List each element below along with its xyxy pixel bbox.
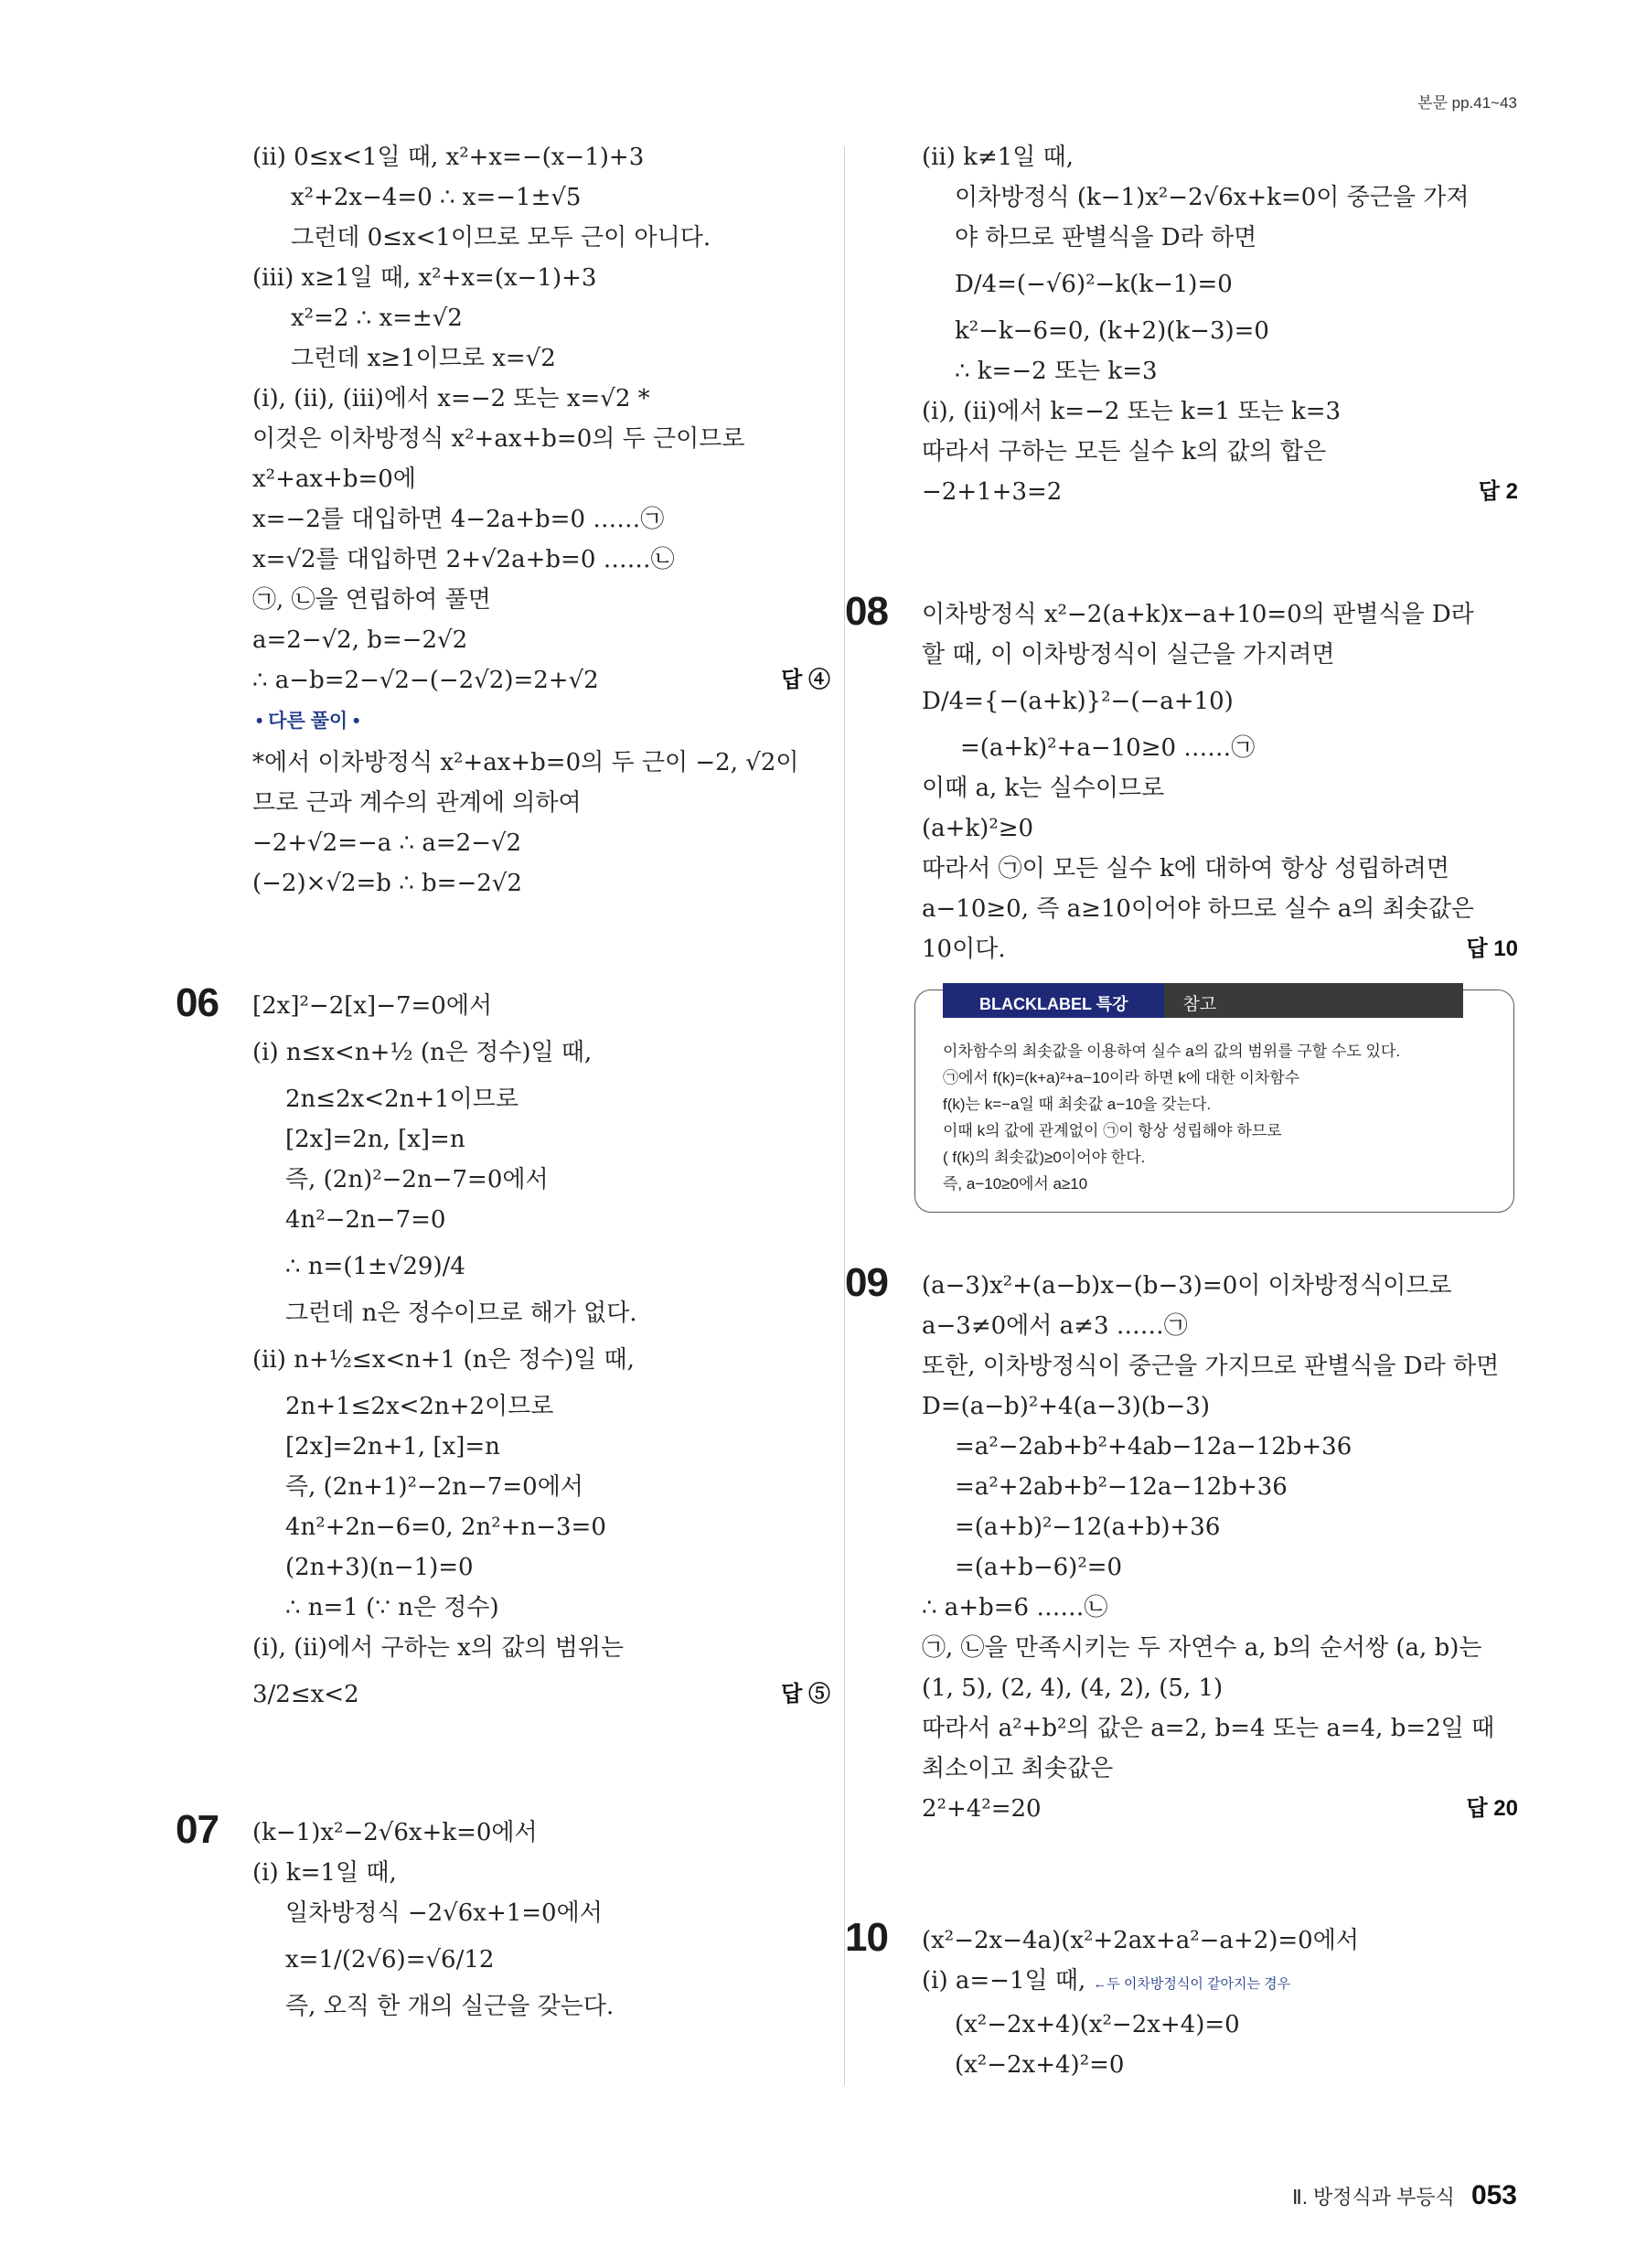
solution-line: 4n²−2n−7=0	[285, 1206, 446, 1234]
solution-line: −2+√2=−a ∴ a=2−√2	[252, 829, 522, 857]
solution-line: 그런데 n은 정수이므로 해가 없다.	[285, 1300, 637, 1327]
problem-05-continued	[245, 137, 830, 904]
solution-line: (a−3)x²+(a−b)x−(b−3)=0이 이차방정식이므로	[922, 1272, 1452, 1300]
note-line: 이차함수의 최솟값을 이용하여 실수 a의 값의 범위를 구할 수도 있다.	[943, 1043, 1401, 1060]
answer-label: 답	[1466, 1796, 1488, 1821]
solution-line: x=1/(2√6)=√6/12	[285, 1946, 495, 1974]
solution-line: D/4={−(a+k)}²−(−a+10)	[922, 688, 1234, 715]
solution-line: (x²−2x+4)²=0	[955, 2051, 1125, 2079]
note-line: 이때 k의 값에 관계없이 ㉠이 항상 성립해야 하므로	[943, 1122, 1282, 1139]
note-tab-label: BLACKLABEL 특강	[943, 983, 1164, 1018]
solution-line: [2x]=2n, [x]=n	[285, 1126, 465, 1153]
solution-line	[245, 660, 830, 701]
answer-label: 답	[781, 668, 803, 692]
solution-line: (ⅰ) n≤x<n+½ (n은 정수)일 때,	[252, 1039, 593, 1066]
solution-line: 그런데 0≤x<1이므로 모두 근이 아니다.	[291, 224, 711, 251]
section-title: Ⅱ. 방정식과 부등식	[1292, 2186, 1455, 2209]
solution-line: 이때 a, k는 실수이므로	[922, 775, 1165, 802]
solution-line: ∴ n=(1±√29)/4	[285, 1253, 465, 1280]
solution-line: 따라서 구하는 모든 실수 k의 값의 합은	[922, 438, 1327, 465]
page-footer	[1292, 2180, 1517, 2211]
solution-line: =(a+k)²+a−10≥0 ……㉠	[960, 734, 1256, 762]
solution-line: (k−1)x²−2√6x+k=0에서	[252, 1819, 538, 1846]
note-line: ( f(k)의 최솟값)≥0이어야 한다.	[943, 1149, 1146, 1166]
solution-line: 즉, (2n+1)²−2n−7=0에서	[285, 1473, 583, 1501]
solution-line: (2n+3)(n−1)=0	[285, 1554, 474, 1581]
problem-number: 09	[845, 1260, 888, 1305]
page-reference: 본문 pp.41~43	[1417, 94, 1517, 112]
blacklabel-note-box	[914, 990, 1514, 1213]
solution-line: *에서 이차방정식 x²+ax+b=0의 두 근이 −2, √2이	[252, 749, 799, 776]
final-equation: 2²+4²=20	[922, 1795, 1042, 1823]
solution-line: D=(a−b)²+4(a−3)(b−3)	[922, 1393, 1210, 1420]
solution-line	[914, 929, 1518, 969]
solution-line: x=√2를 대입하면 2+√2a+b=0 ……㉡	[252, 546, 675, 573]
answer-label: 답	[781, 1682, 803, 1706]
answer-value: ④	[808, 668, 830, 692]
answer-label: 답	[1478, 479, 1500, 504]
solution-line: ㉠, ㉡을 만족시키는 두 자연수 a, b의 순서쌍 (a, b)는	[922, 1634, 1482, 1662]
column-divider	[844, 146, 845, 2085]
solution-line: 따라서 a²+b²의 값은 a=2, b=4 또는 a=4, b=2일 때	[922, 1715, 1495, 1742]
solution-line: (ⅰ), (ⅱ), (ⅲ)에서 x=−2 또는 x=√2 *	[252, 385, 650, 412]
solution-line	[914, 1961, 1518, 2005]
problem-number: 10	[845, 1915, 888, 1960]
solution-line: 이것은 이차방정식 x²+ax+b=0의 두 근이므로	[252, 425, 745, 453]
solution-line: =(a+b)²−12(a+b)+36	[955, 1514, 1221, 1541]
solution-line	[245, 1668, 830, 1721]
problem-number: 08	[845, 589, 888, 634]
solution-line: 즉, (2n)²−2n−7=0에서	[285, 1166, 549, 1193]
solution-line: ∴ n=1 (∵ n은 정수)	[285, 1594, 499, 1621]
other-solution-label: • 다른 풀이 •	[256, 711, 360, 732]
solution-line: (1, 5), (2, 4), (4, 2), (5, 1)	[922, 1674, 1224, 1702]
note-line: f(k)는 k=−a일 때 최솟값 a−10을 갖는다.	[943, 1096, 1212, 1113]
solution-line: a−3≠0에서 a≠3 ……㉠	[922, 1312, 1188, 1340]
page-number: 053	[1470, 2180, 1517, 2210]
final-equation: −2+1+3=2	[922, 478, 1063, 506]
solution-line: =(a+b−6)²=0	[955, 1554, 1123, 1581]
solution-line: 또한, 이차방정식이 중근을 가지므로 판별식을 D라 하면	[922, 1353, 1500, 1380]
solution-line: x²=2 ∴ x=±√2	[291, 305, 463, 332]
solution-line: ㉠, ㉡을 연립하여 풀면	[252, 586, 491, 614]
answer-08	[1466, 929, 1518, 969]
answer-05	[781, 660, 830, 701]
solution-line: (−2)×√2=b ∴ b=−2√2	[252, 870, 522, 897]
solution-line: 최소이고 최솟값은	[922, 1755, 1114, 1782]
answer-value: 2	[1505, 479, 1518, 504]
right-column	[845, 137, 1518, 2085]
solution-line: 그런데 x≥1이므로 x=√2	[291, 345, 556, 372]
solution-line: 즉, 오직 한 개의 실근을 갖는다.	[285, 1993, 615, 2020]
note-line: 즉, a−10≥0에서 a≥10	[943, 1175, 1088, 1193]
solution-line: 2n+1≤2x<2n+2이므로	[285, 1393, 554, 1420]
problem-08	[845, 589, 1518, 969]
problem-07	[176, 1807, 830, 2027]
side-annotation: ←두 이차방정식이 같아지는 경우	[1093, 1976, 1291, 1992]
note-tab	[943, 983, 1463, 1018]
solution-line: [2x]=2n+1, [x]=n	[285, 1433, 500, 1460]
solution-line: 이차방정식 (k−1)x²−2√6x+k=0이 중근을 가져	[955, 184, 1470, 211]
answer-value: 10	[1493, 936, 1518, 961]
final-equation: 3/2≤x<2	[252, 1681, 359, 1708]
problem-10	[845, 1915, 1518, 2085]
solution-line: (x²−2x+4)(x²−2x+4)=0	[955, 2011, 1240, 2038]
solution-line: (ⅲ) x≥1일 때, x²+x=(x−1)+3	[252, 264, 597, 292]
solution-line: a−10≥0, 즉 a≥10이어야 하므로 실수 a의 최솟값은	[922, 895, 1475, 923]
solution-line: 4n²+2n−6=0, 2n²+n−3=0	[285, 1514, 606, 1541]
solution-line: k²−k−6=0, (k+2)(k−3)=0	[955, 317, 1269, 345]
solution-line: x=−2를 대입하면 4−2a+b=0 ……㉠	[252, 506, 665, 533]
problem-number: 06	[176, 980, 219, 1025]
answer-09	[1466, 1789, 1518, 1829]
solution-line: (ⅰ), (ⅱ)에서 구하는 x의 값의 범위는	[252, 1634, 625, 1662]
final-statement: 10이다.	[922, 936, 1006, 963]
answer-label: 답	[1466, 936, 1488, 961]
left-column	[176, 137, 830, 2027]
answer-06	[781, 1668, 830, 1721]
solution-line: 야 하므로 판별식을 D라 하면	[955, 224, 1257, 251]
solution-line: (ⅱ) n+½≤x<n+1 (n은 정수)일 때,	[252, 1346, 635, 1374]
solution-line: 일차방정식 −2√6x+1=0에서	[285, 1899, 603, 1927]
answer-value: 20	[1493, 1796, 1518, 1821]
solution-line: (ⅱ) k≠1일 때,	[922, 144, 1074, 171]
solution-line: 따라서 ㉠이 모든 실수 k에 대하여 항상 성립하려면	[922, 855, 1449, 883]
answer-07	[1479, 472, 1518, 512]
solution-line: x²+ax+b=0에	[252, 465, 416, 493]
solution-line: ∴ k=−2 또는 k=3	[955, 358, 1158, 385]
solution-line: (ⅰ), (ⅱ)에서 k=−2 또는 k=1 또는 k=3	[922, 398, 1342, 425]
problem-07-continued	[914, 137, 1518, 512]
solution-line: 이차방정식 x²−2(a+k)x−a+10=0의 판별식을 D라	[922, 601, 1474, 628]
solution-line: 므로 근과 계수의 관계에 의하여	[252, 789, 582, 817]
solution-line: (x²−2x−4a)(x²+2ax+a²−a+2)=0에서	[922, 1927, 1359, 1954]
solution-line: =a²+2ab+b²−12a−12b+36	[955, 1473, 1288, 1501]
solution-line: (ⅱ) 0≤x<1일 때, x²+x=−(x−1)+3	[252, 144, 645, 171]
solution-line: =a²−2ab+b²+4ab−12a−12b+36	[955, 1433, 1352, 1460]
solution-line: (ⅰ) k=1일 때,	[252, 1859, 397, 1887]
solution-line: 할 때, 이 이차방정식이 실근을 가지려면	[922, 641, 1335, 669]
note-tab-type: 참고	[1164, 983, 1463, 1018]
solution-line: [2x]²−2[x]−7=0에서	[252, 992, 493, 1020]
final-equation: ∴ a−b=2−√2−(−2√2)=2+√2	[252, 667, 599, 694]
solution-line: x²+2x−4=0 ∴ x=−1±√5	[291, 184, 582, 211]
problem-09	[845, 1260, 1518, 1829]
solution-line: ∴ a+b=6 ……㉡	[922, 1594, 1108, 1621]
problem-number: 07	[176, 1807, 219, 1852]
solution-line: D/4=(−√6)²−k(k−1)=0	[955, 271, 1233, 298]
answer-value: ⑤	[808, 1682, 830, 1706]
solution-line	[914, 472, 1518, 512]
solution-line: (a+k)²≥0	[922, 815, 1034, 842]
solution-line	[914, 1789, 1518, 1829]
solution-line: a=2−√2, b=−2√2	[252, 626, 468, 654]
solution-line: 2n≤2x<2n+1이므로	[285, 1086, 519, 1113]
note-line: ㉠에서 f(k)=(k+a)²+a−10이라 하면 k에 대한 이차함수	[943, 1069, 1300, 1086]
case-label: (ⅰ) a=−1일 때,	[922, 1967, 1086, 1995]
problem-06	[176, 980, 830, 1721]
